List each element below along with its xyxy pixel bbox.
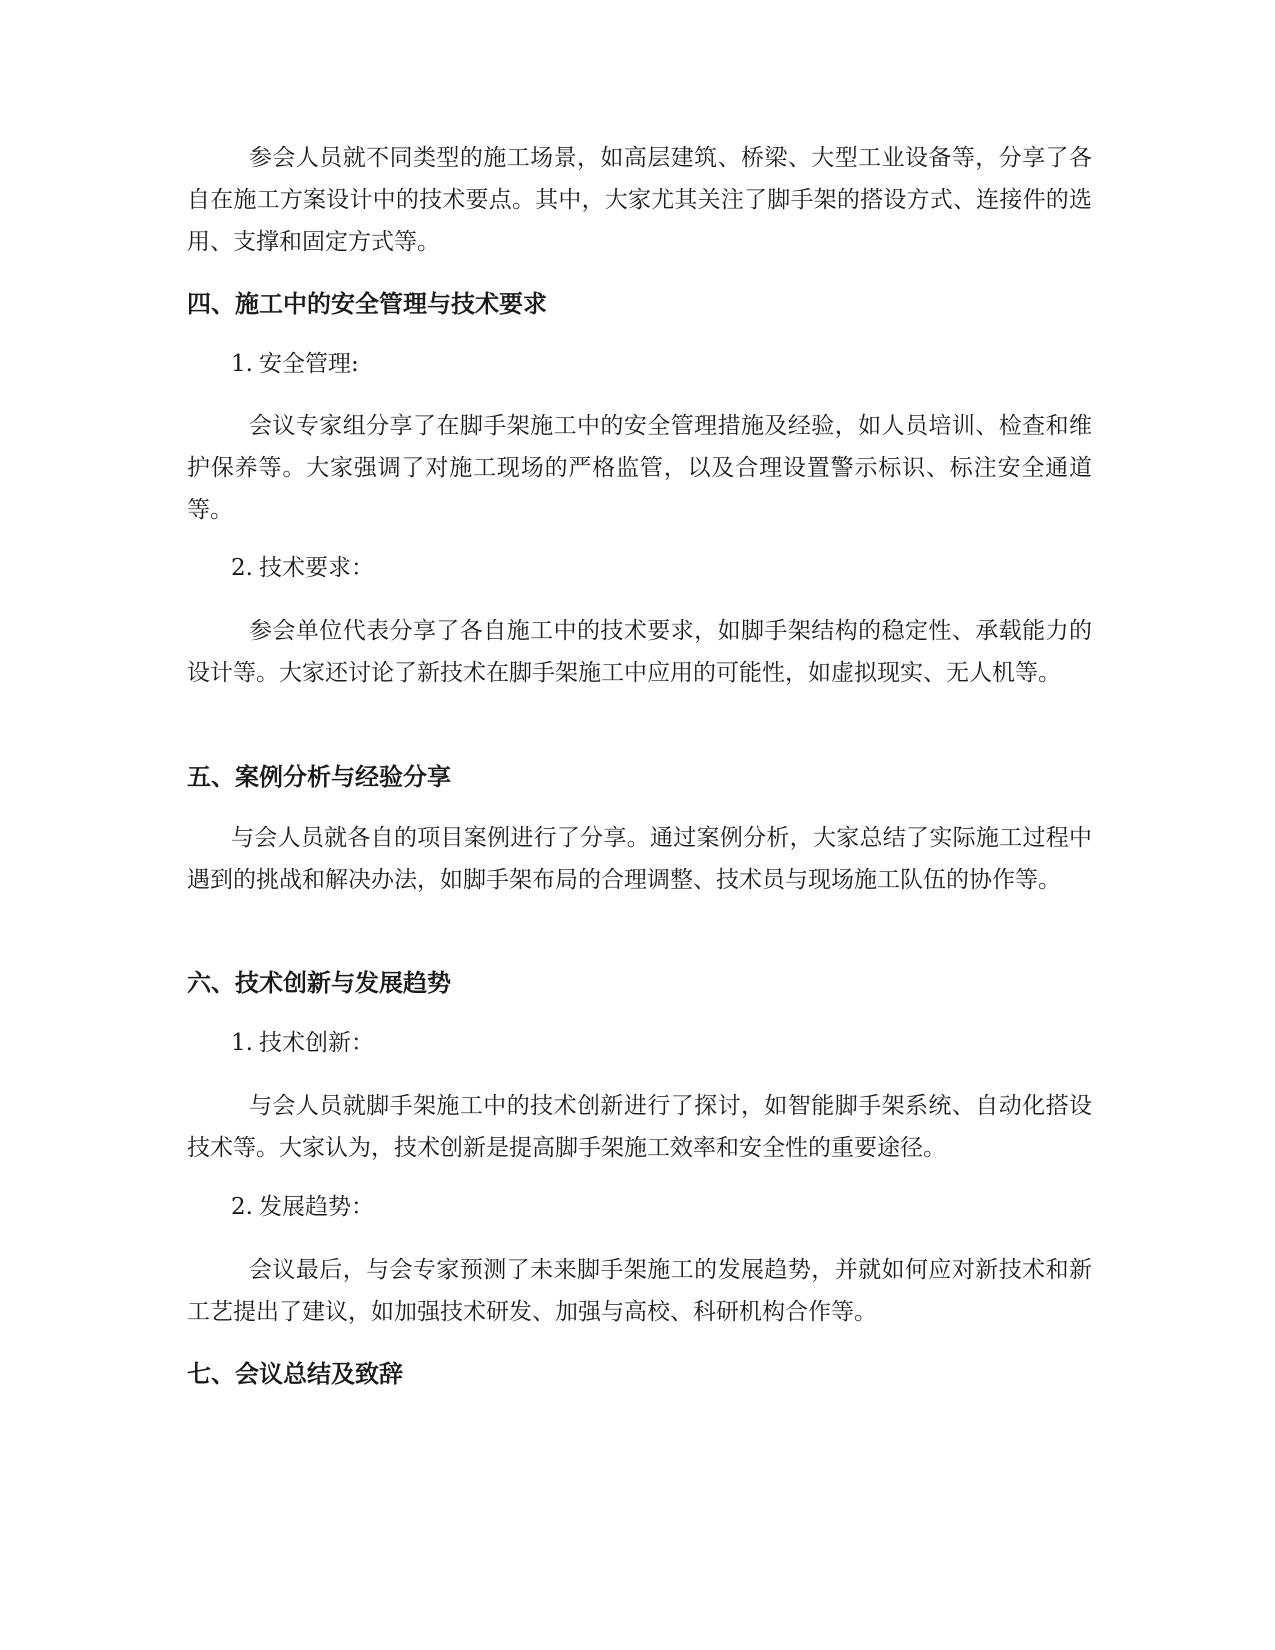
paragraph-case-analysis: 与会人员就各自的项目案例进行了分享。通过案例分析，大家总结了实际施工过程中遇到的挑战和解决办法，如脚手架布局的合理调整、技术员与现场施工队伍的协作等。 (187, 825, 1092, 893)
subitem-technical-innovation (231, 1026, 374, 1060)
list-number: 1. (231, 351, 253, 377)
section-heading-7: 七、会议总结及致辞 (187, 1360, 403, 1388)
subitem-label: 安全管理: (258, 351, 359, 377)
subitem-label: 技术要求： (258, 555, 374, 581)
paragraph-development-trends: 会议最后，与会专家预测了未来脚手架施工的发展趋势，并就如何应对新技术和新工艺提出了建议，如加强技术研发、加强与高校、科研机构合作等。 (187, 1257, 1092, 1325)
section-heading-5: 五、案例分析与经验分享 (187, 763, 451, 791)
subitem-technical-requirements (231, 551, 374, 585)
list-number: 2. (231, 555, 253, 581)
list-number: 2. (231, 1194, 253, 1220)
section-heading-4: 四、施工中的安全管理与技术要求 (187, 290, 547, 318)
subitem-development-trends (231, 1190, 374, 1224)
paragraph-technical-innovation: 与会人员就脚手架施工中的技术创新进行了探讨，如智能脚手架系统、自动化搭设技术等。大家认为，技术创新是提高脚手架施工效率和安全性的重要途径。 (187, 1093, 1092, 1161)
list-number: 1. (231, 1030, 253, 1056)
paragraph-safety-management: 会议专家组分享了在脚手架施工中的安全管理措施及经验，如人员培训、检查和维护保养等。大家强调了对施工现场的严格监管，以及合理设置警示标识、标注安全通道等。 (187, 413, 1092, 523)
paragraph-technical-requirements: 参会单位代表分享了各自施工中的技术要求，如脚手架结构的稳定性、承载能力的设计等。大家还讨论了新技术在脚手架施工中应用的可能性，如虚拟现实、无人机等。 (187, 618, 1092, 686)
paragraph-scenario-sharing: 参会人员就不同类型的施工场景，如高层建筑、桥梁、大型工业设备等，分享了各自在施工方案设计中的技术要点。其中，大家尤其关注了脚手架的搭设方式、连接件的选用、支撑和固定方式等。 (187, 145, 1092, 255)
subitem-safety-management (231, 347, 359, 381)
section-heading-6: 六、技术创新与发展趋势 (187, 969, 451, 997)
subitem-label: 技术创新： (258, 1030, 374, 1056)
subitem-label: 发展趋势： (258, 1194, 374, 1220)
